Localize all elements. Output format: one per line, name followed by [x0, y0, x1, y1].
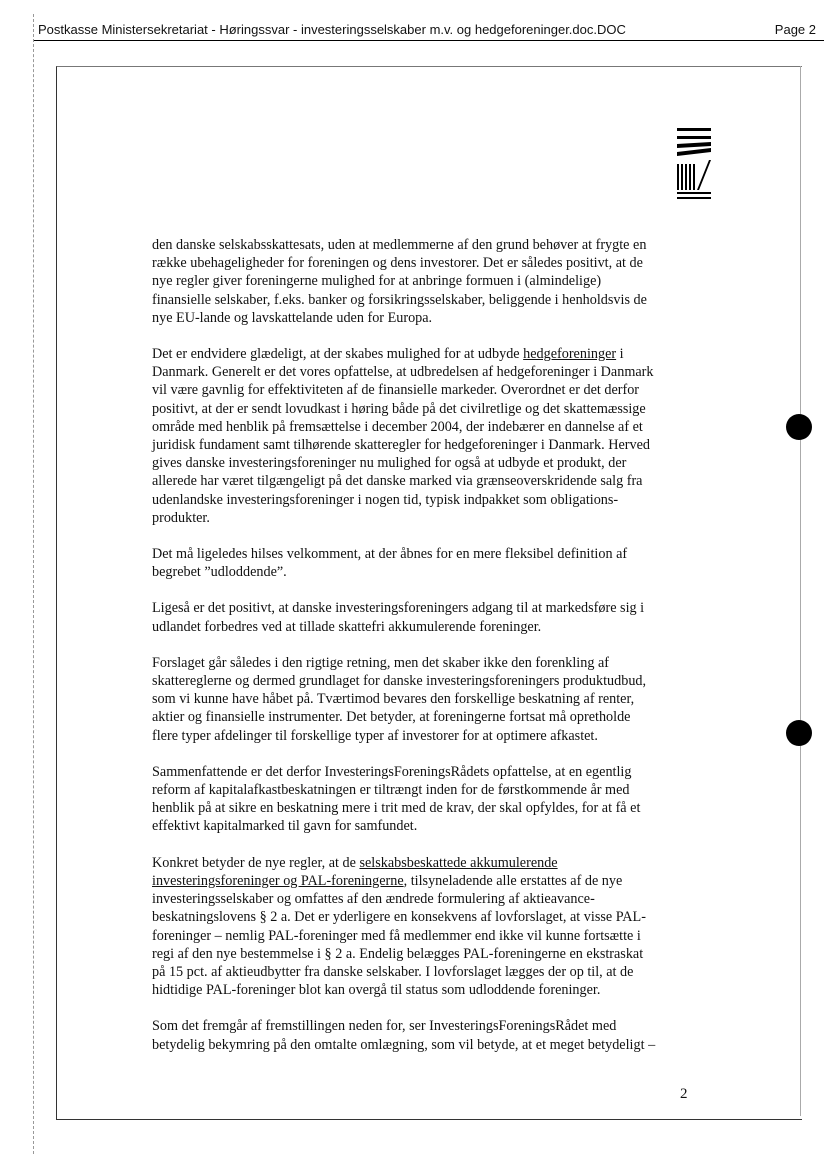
text-line: som vi kunne have håbet på. Tværtimod bevares den forskellige beskatning af renter, — [152, 691, 635, 708]
text-line: Konkret betyder de nye regler, at de selskabsbeskattede akkumulerende — [152, 854, 558, 871]
text-line: begrebet ”udloddende”. — [152, 564, 287, 581]
text-line: gives danske investeringsforeninger nu mulighed for også at udbyde et produkt, der — [152, 455, 627, 472]
text-line: nye EU-lande og lavskattelande uden for Europa. — [152, 309, 433, 326]
text-line: Det må ligeledes hilses velkomment, at der åbnes for en mere fleksibel definition af — [152, 546, 628, 563]
text-line: beskatningslovens § 2 a. Det er yderligere en konsekvens af lovforslaget, at visse PAL- — [152, 909, 646, 926]
paragraph-4 — [152, 599, 692, 635]
text-line: Det er endvidere glædeligt, at der skabes mulighed for at udbyde hedgeforeninger i — [152, 346, 624, 363]
text-line: aktier og finansielle instrumenter. Det betyder, at foreningerne fortsat må opretholde — [152, 709, 631, 726]
text-line: allerede har været tilgængeligt på det danske marked via grænseoverskridende salg fra — [152, 473, 643, 490]
text-line: reform af kapitalafkastbeskatningen er tiltrængt inden for de førstkommende år med — [152, 782, 630, 799]
text-line: vil være gavnlig for effektiviteten af de finansielle markeder. Overordnet er det derfor — [152, 382, 640, 399]
text-line: foreninger – nemlig PAL-foreninger med få medlemmer end ikke vil kunne fortsætte i — [152, 927, 641, 944]
paragraph-6 — [152, 763, 692, 836]
text-line: udenlandske investeringsforeninger i nogen tid, typisk indpakket som obligations- — [152, 491, 619, 508]
underlined-term: selskabsbeskattede akkumulerende — [359, 854, 558, 871]
header-title: Postkasse Ministersekretariat - Høringssvar - investeringsselskaber m.v. og hedgeforeninger.doc.DOC — [38, 22, 626, 37]
header-page-label: Page 2 — [774, 22, 816, 37]
text-line: hidtidige PAL-foreninger blot kan overgå til status som udloddende foreninger. — [152, 982, 601, 999]
text-line: produkter. — [152, 509, 210, 526]
paragraph-3 — [152, 545, 692, 581]
text-line: investeringsselskaber og omfattes af den ændrede formulering af aktieavance- — [152, 891, 595, 908]
text-line: Danmark. Generelt er det vores opfattelse, at udbredelsen af hedgeforeninger i Danmark — [152, 364, 654, 381]
text-line: skattereglerne og dermed grundlaget for danske investeringsforeningers produktudbud, — [152, 673, 647, 690]
text-line: henblik på at sikre en beskatning mere i trit med de krav, der skal opfyldes, for at få et — [152, 800, 641, 817]
document-body — [152, 236, 692, 1072]
punch-hole-bottom — [786, 720, 812, 746]
text-line: Ligeså er det positivt, at danske investeringsforeningers adgang til at markedsføre sig i — [152, 600, 645, 617]
text-line: positivt, at der er sendt lovudkast i høring både på det civilretlige og det skattemæssige — [152, 400, 646, 417]
text-line: flere typer afdelinger til forskellige typer af investorer for at optimere afkastet. — [152, 727, 598, 744]
text-line: Forslaget går således i den rigtige retning, men det skaber ikke den forenkling af — [152, 654, 610, 671]
fax-header — [34, 22, 824, 41]
paragraph-2 — [152, 345, 692, 527]
paragraph-5 — [152, 654, 692, 745]
text-line: regi af den nye bestemmelse i § 2 a. Endelig belægges PAL-foreningerne en ekstraskat — [152, 945, 644, 962]
text-line: finansielle selskaber, f.eks. banker og forsikringsselskaber, beliggende i henholdsvis de — [152, 291, 647, 308]
page-frame-right — [800, 66, 801, 1116]
text-line: Som det fremgår af fremstillingen neden for, ser InvesteringsForeningsRådet med — [152, 1018, 617, 1035]
paragraph-1 — [152, 236, 692, 327]
text-line: betydelig bekymring på den omtalte omlægning, som vil betyde, at et meget betydeligt – — [152, 1036, 656, 1053]
text-line: område med henblik på fremsættelse i december 2004, der indebærer en dannelse af et — [152, 418, 643, 435]
page-number: 2 — [680, 1086, 688, 1102]
paragraph-8 — [152, 1017, 692, 1053]
organization-logo — [677, 128, 711, 200]
underlined-term: hedgeforeninger — [523, 346, 617, 363]
text-line: række ubehageligheder for foreningen og dens investorer. Det er således positivt, at de — [152, 255, 643, 272]
paragraph-7 — [152, 854, 692, 1000]
margin-guide — [33, 14, 34, 1154]
text-line: på 15 pct. af aktieudbytter fra danske selskaber. I lovforslaget lægges der op til, at de — [152, 963, 634, 980]
text-line: juridisk fundament samt tilhørende skatteregler for hedgeforeninger i Danmark. Herved — [152, 437, 650, 454]
text-line: den danske selskabsskattesats, uden at medlemmerne af den grund behøver at frygte en — [152, 237, 647, 253]
text-line: investeringsforeninger og PAL-foreningerne, tilsyneladende alle erstattes af de nye — [152, 872, 623, 889]
text-line: nye regler giver foreningerne mulighed for at anbringe formuen i (almindelige) — [152, 273, 602, 290]
text-line: udlandet forbedres ved at tillade skattefri akkumulerende foreninger. — [152, 618, 542, 635]
text-line: Sammenfattende er det derfor InvesteringsForeningsRådets opfattelse, at en egentlig — [152, 763, 632, 780]
punch-hole-top — [786, 414, 812, 440]
text-line: effektivt kapitalmarked til gavn for samfundet. — [152, 818, 418, 835]
underlined-term: investeringsforeninger og PAL-foreningerne — [152, 872, 404, 889]
